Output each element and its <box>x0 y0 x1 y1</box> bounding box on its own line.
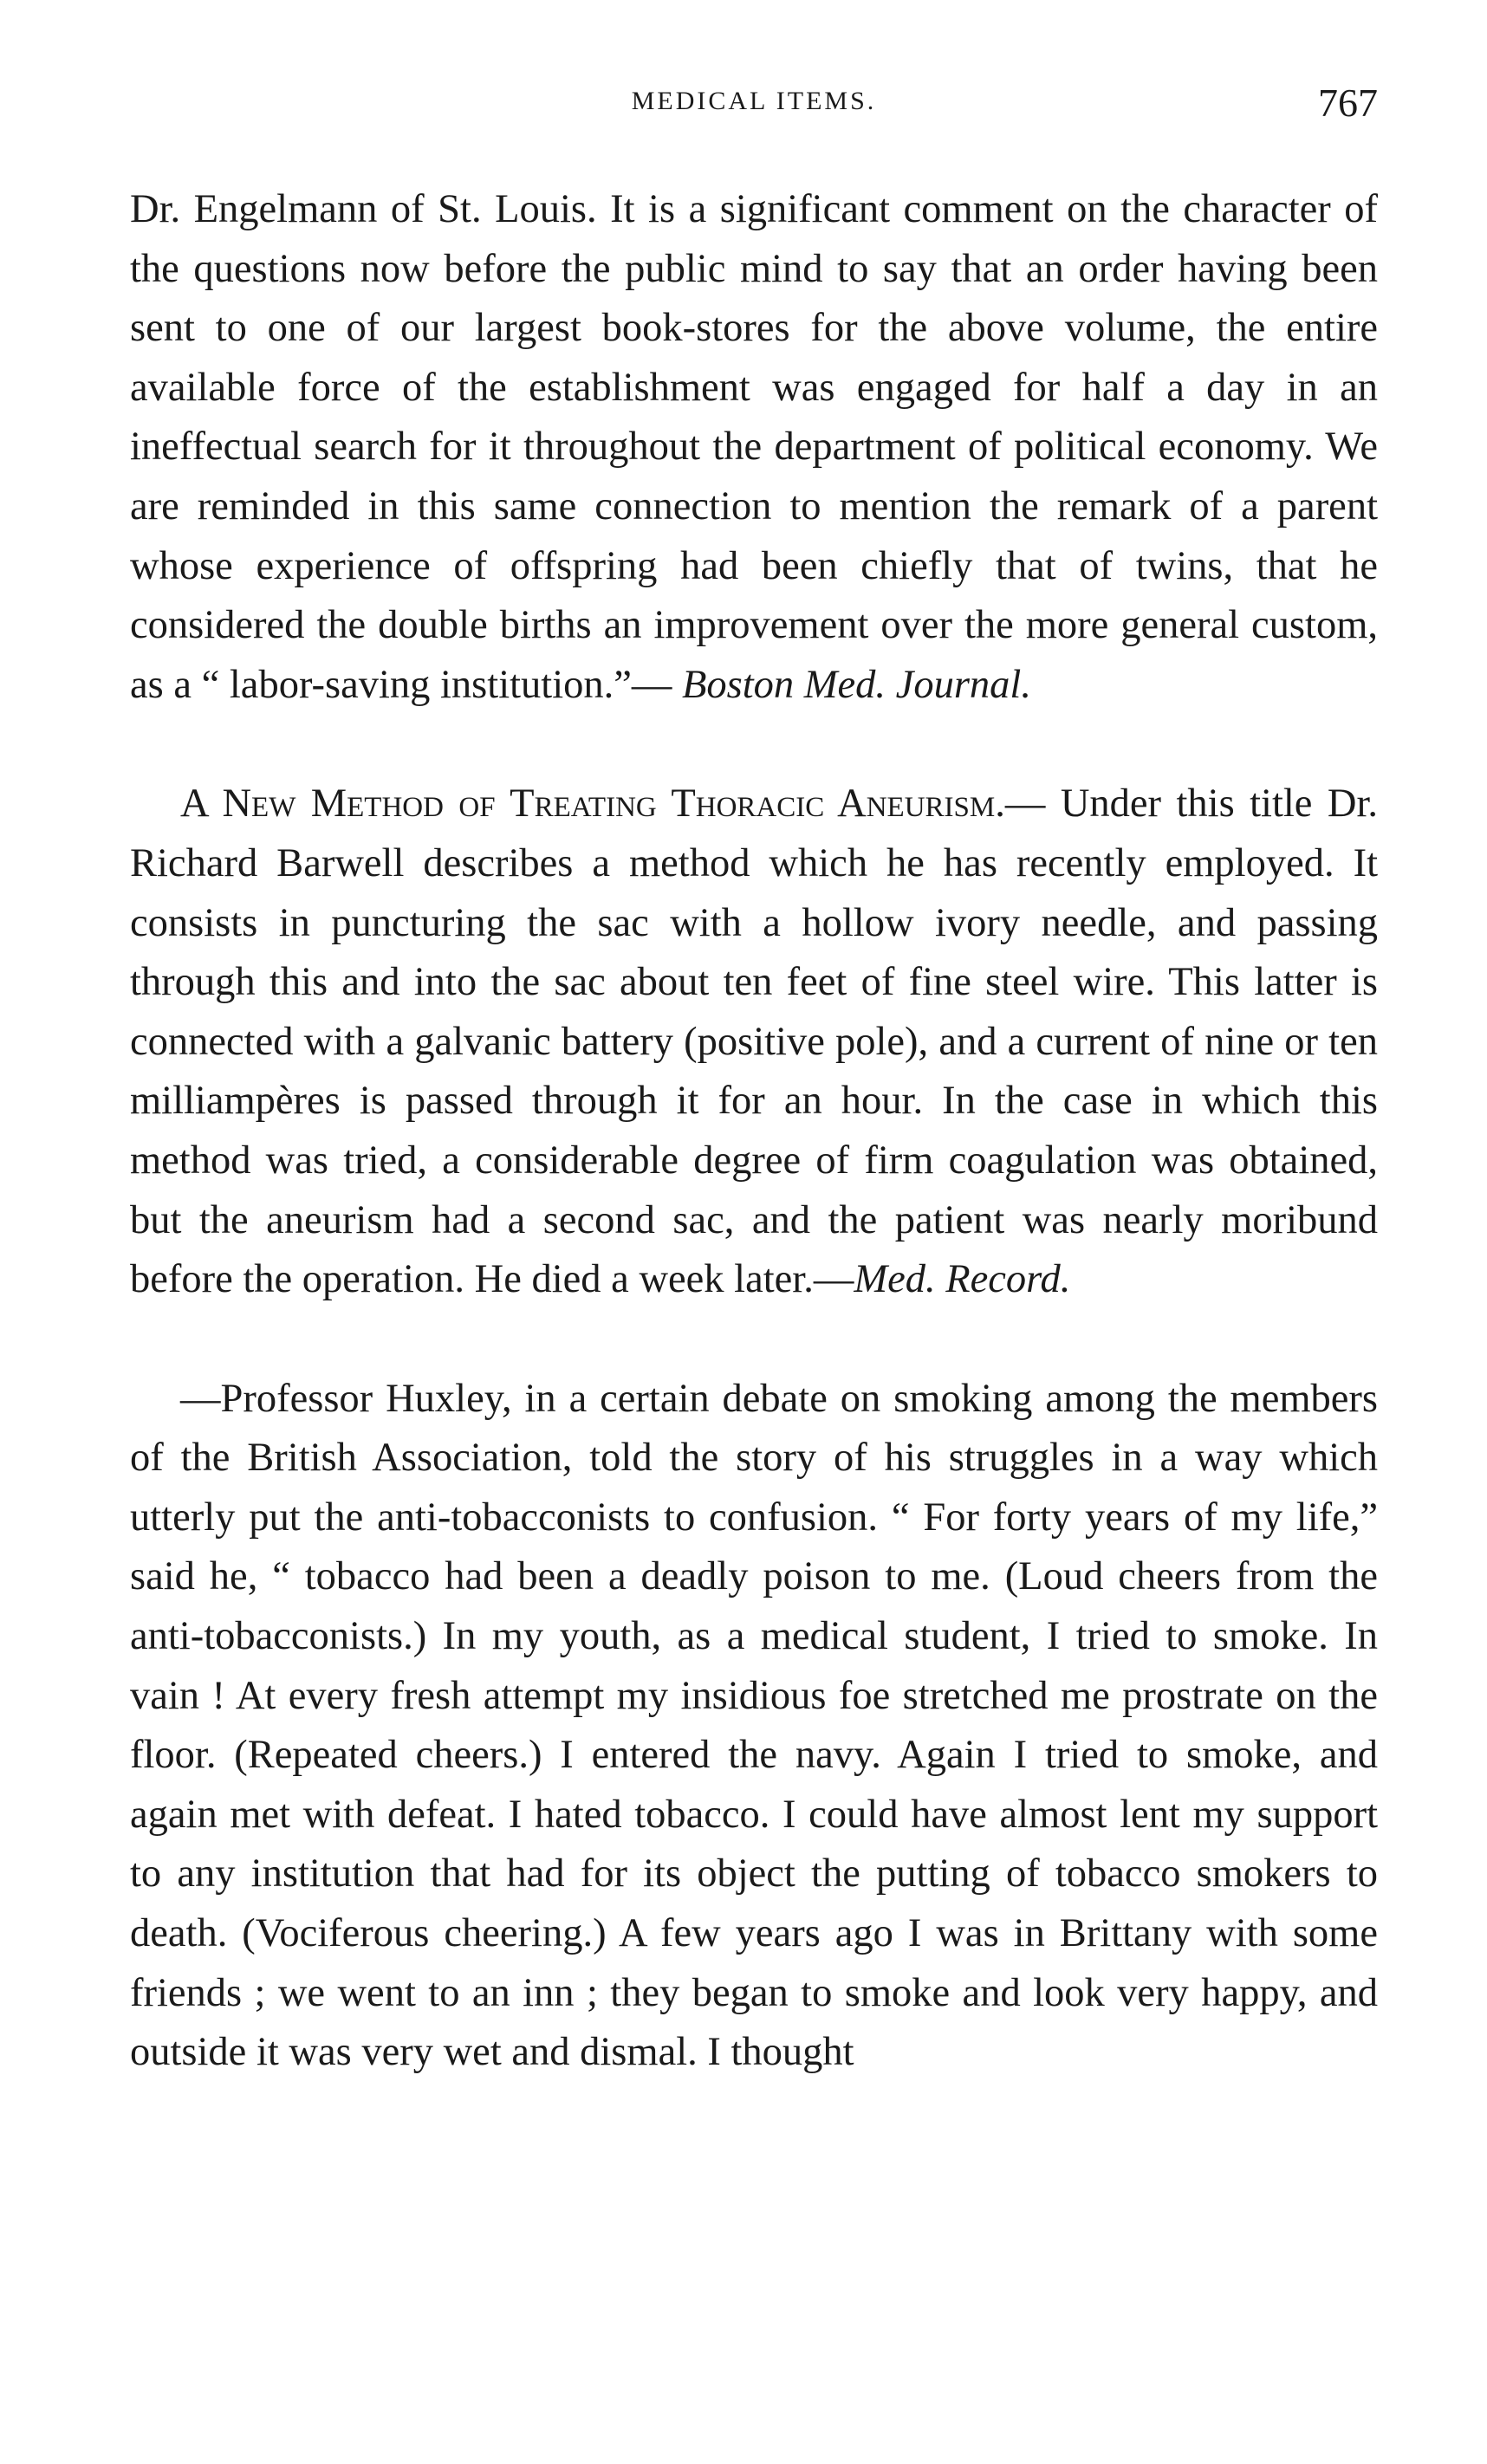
source-citation: Boston Med. Journal. <box>682 662 1031 707</box>
paragraph-text: Dr. Engelmann of St. Louis. It is a significant comment on the character of the questions now before the public mind to say that an order having been sent to one of our largest book-stores for the above volume, the entire available force of the establishment was engaged for half a day in an ineffectual search for it throughout the department of political economy. We are reminded in this same connection to mention the remark of a parent whose experience of offspring had been chiefly that of twins, that he considered the double births an improvement over the more general custom, as a “ labor-saving institution.”— <box>130 187 1378 707</box>
body-text <box>130 180 1378 2083</box>
section-title: A New Method of Treating Thoracic Aneurism.— <box>180 781 1046 827</box>
paragraph-huxley <box>130 1370 1378 2083</box>
paragraph-aneurism <box>130 775 1378 1309</box>
page-number: 767 <box>1318 81 1378 125</box>
paragraph-text: Under this title Dr. Richard Barwell describes a method which he has recently employed. It consists in puncturing the sac with a hollow ivory needle, and passing through this and into the sac about ten feet of fine steel wire. This latter is connected with a galvanic battery (positive pole), and a current of nine or ten milliampères is passed through it for an hour. In the case in which this method was tried, a considerable degree of firm coagulation was obtained, but the aneurism had a second sac, and the patient was nearly moribund before the operation. He died a week later.— <box>130 781 1378 1302</box>
running-head: MEDICAL ITEMS. <box>631 87 877 115</box>
source-citation: Med. Record. <box>854 1257 1071 1302</box>
paragraph-engelmann <box>130 180 1378 715</box>
paragraph-text: —Professor Huxley, in a certain debate on smoking among the members of the British Association, told the story of his struggles in a way which utterly put the anti-tobacconists to confusion. “ For forty years of my life,” said he, “ tobacco had been a deadly poison to me. (Loud cheers from the anti-tobacconists.) In my youth, as a medical student, I tried to smoke. In vain ! At every fresh attempt my insidious foe stretched me prostrate on the floor. (Repeated cheers.) I entered the navy. Again I tried to smoke, and again met with defeat. I hated tobacco. I could have almost lent my support to any institution that had for its object the putting of tobacco smokers to death. (Vociferous cheering.) A few years ago I was in Brittany with some friends ; we went to an inn ; they began to smoke and look very happy, and outside it was very wet and dismal. I thought <box>130 1376 1378 2075</box>
page-header <box>130 80 1378 132</box>
